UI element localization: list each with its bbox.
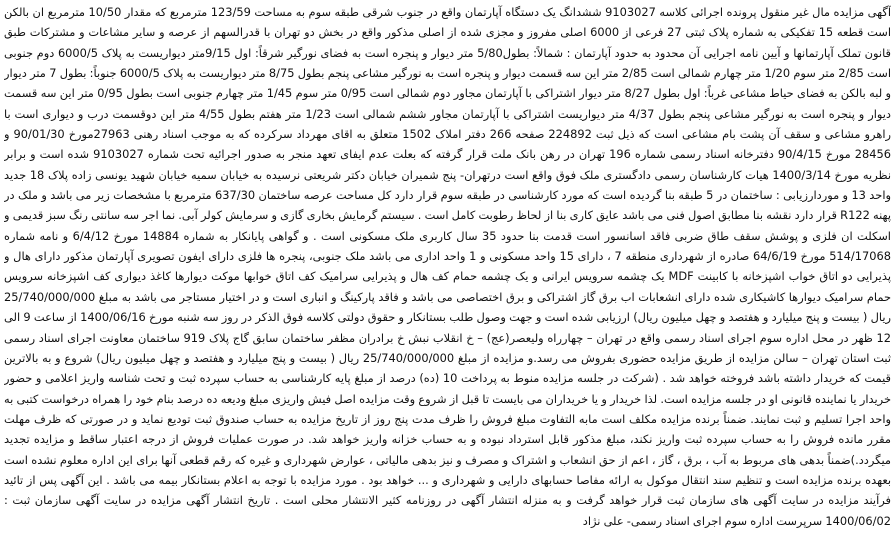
auction-notice-document xyxy=(4,2,891,549)
auction-notice-text: آگهی مزایده مال غیر منقول پرونده اجرائی کلاسه 9103027 ششدانگ یک دستگاه آپارتمان واقع در جنوب شرقی طبقه سوم به مساحت 123/59 مترمربع که مقدار 10/50 مترمربع ان بالکن است قطعه 15 تفکیکی به شماره پلاک ثبتی 27 فرعی از 6000 اصلی مفروز و مجزی شده از اصلی مذکور واقع در بخش دو تهران با قدرالسهم از عرصه و سایر مشاعات و مشترکات طبق قانون تملک آپارتمانها و آیین نامه اجرایی آن محدود به حدود آپارتمان : شمالاً: بطول5/80 متر دیوار و پنجره است به فضای نورگیر شرقاً: اول 9/15متر دیواریست به پلاک 6000/5 دوم جنوبی است 2/85 متر سوم 1/20 متر چهارم شمالی است 2/85 متر این سه قسمت دیوار و پنجره است به نورگیر مشاعی پنجم بطول 8/75 متر دیواریست به پلاک 6000/5 جنوباً: بطول 7 متر دیوار و لبه بالکن به فضای حیاط مشاعی غرباً: اول بطول 8/27 متر دیوار اشتراکی با آپارتمان مجاور دوم شمالی است 0/95 متر سوم 1/45 متر چهارم جنوبی است بطول 0/95 متر این سه قسمت دیوار و پنجره است به نورگیر مشاعی پنجم بطول 4/37 متر دیواریست اشتراکی با آپارتمان مجاور ششم شمالی است 1/23 متر هفتم بطول 4/55 متر این دوقسمت درب و دیواری است با راهرو مشاعی و سقف آن پشت بام مشاعی است که ذیل ثبت 224892 صفحه 266 دفتر املاک 1502 متعلق به اقای مهرداد سرکرده که به موجب اسناد رهنی 27963مورخ 90/01/30 و 28456 مورخ 90/4/15 دفترخانه اسناد رسمی شماره 196 تهران در رهن بانک ملت قرار گرفته که بعلت عدم ایفای تعهد منجر به صدور اجرائیه تحت شماره 9103027 شده است و برابر نظریه مورخ 1400/3/14 هیات کارشناسان رسمی دادگستری ملک فوق واقع است درتهران- پنج شمیران خیابان دکتر شریعتی نرسیده به خیابان سمیه خیابان شهید یونسی زاده پلاک 18 جدید واحد 13 و موردارزیابی : ساختمان در 5 طبقه بنا گردیده است که مورد کارشناسی در طبقه سوم قرار دارد کل مساحت عرصه ساختمان 637/30 مترمربع با مشخصات زیر می باشد و ملک در پهنه R122 قرار دارد نقشه بنا مطابق اصول فنی می باشد عایق کاری بنا از لحاظ رطوبت کامل است . سیستم گرمایش بخاری گازی و سرمایش کولر آبی. نما اجر سه سانتی رنگ سبز قدیمی و اسکلت ان فلزی و پوشش سقف طاق ضربی فاقد اسانسور است قدمت بنا حدود 35 سال کاربری ملک مسکونی است . و گواهی پایانکار به شماره 14884 مورخ 6/4/12 و نامه شماره 514/17068 مورخ 64/6/19 صادره از شهرداری منطقه 7 ، دارای 15 واحد مسکونی و 1 واحد اداری می باشد ملک جنوبی، پنجره ها فلزی دارای ایفون تصویری آپارتمان مذکور دارای هال و پذیرایی دو اتاق خواب اشپزخانه با کابینت MDF یک چشمه سرویس ایرانی و یک چشمه حمام کف هال و پذیرایی سرامیک کف اتاق خوابها موکت دیوارها کاغذ دیواری کف اشپزخانه سرویس حمام سرامیک دیوارها کاشیکاری شده دارای انشعابات اب برق گاز اشتراکی و برق اختصاصی می باشد و فاقد پارکینگ و انباری است و در اختیار مستاجر می باشد به مبلغ 25/740/000/000 ریال ( بیست و پنج میلیارد و هفتصد و چهل میلیون ریال) ارزیابی شده است و جهت وصول طلب بستانکار و حقوق دولتی کلاسه فوق الذکر در روز سه شنبه مورخ 1400/06/16 از ساعت 9 الی 12 ظهر در محل اداره سوم اجرای اسناد رسمی واقع در تهران – چهارراه ولیعصر(عج) – خ انقلاب نبش خ برادران مظفر ساختمان سابق گاج پلاک 919 ساختمان معاونت اجرای اسناد رسمی ثبت استان تهران – سالن مزایده از طریق مزایده حضوری بفروش می رسد.و مزایده از مبلغ 25/740/000/000 ریال ( بیست و پنج میلیارد و هفتصد و چهل میلیون ریال) شروع و به بالاترین قیمت که خریدار داشته باشد فروخته خواهد شد . (شرکت در جلسه مزایده منوط به پرداخت 10 (ده) درصد از مبلغ پایه کارشناسی به حساب سپرده ثبت و تحت شناسه واریز اعلامی و حضور خریدار یا نماینده قانونی او در جلسه مزایده است. لذا خریدار و یا خریداران می بایست تا قبل از شروع وقت مزایده اصل فیش واریزی مبلغ ودیعه ده درصد بنام خود را همراه درخواست کتبی به واحد اجرا تسلیم و ثبت نمایند. ضمناً برنده مزایده مکلف است مابه التفاوت مبلغ فروش را ظرف مدت پنج روز از تاریخ مزایده به حساب صندوق ثبت تودیع نماید و در صورتی که ظرف مهلت مقرر مانده فروش را به حساب سپرده ثبت واریز نکند، مبلغ مذکور قابل استرداد نبوده و به حساب خزانه واریز خواهد شد. در صورت عملیات فروش از درجه اعتبار ساقط و مزایده تجدید میگردد.)ضمناً بدهی های مربوط به آب ، برق ، گاز ، اعم از حق انشعاب و اشتراک و مصرف و نیز بدهی مالیاتی ، عوارض شهرداری و غیره که رقم قطعی آنها برای این اداره معلوم نشده است بعهده برنده مزایده است و تنظیم سند انتقال موکول به ارائه مفاصا حسابهای دارایی و شهرداری و ... خواهد بود . مورد مزایده با توجه به اعلام بستانکار بیمه می باشد . این آگهی پس از تائید فرآیند مزایده در سایت آگهی های سازمان ثبت قرار خواهد گرفت و به منزله انتشار آگهی در روزنامه کثیر الانتشار محلی است . تاریخ انتشار آگهی مزایده در سایت آگهی سازمان ثبت : 1400/06/02 سرپرست اداره سوم اجرای اسناد رسمی- علی نژاد xyxy=(4,5,891,528)
